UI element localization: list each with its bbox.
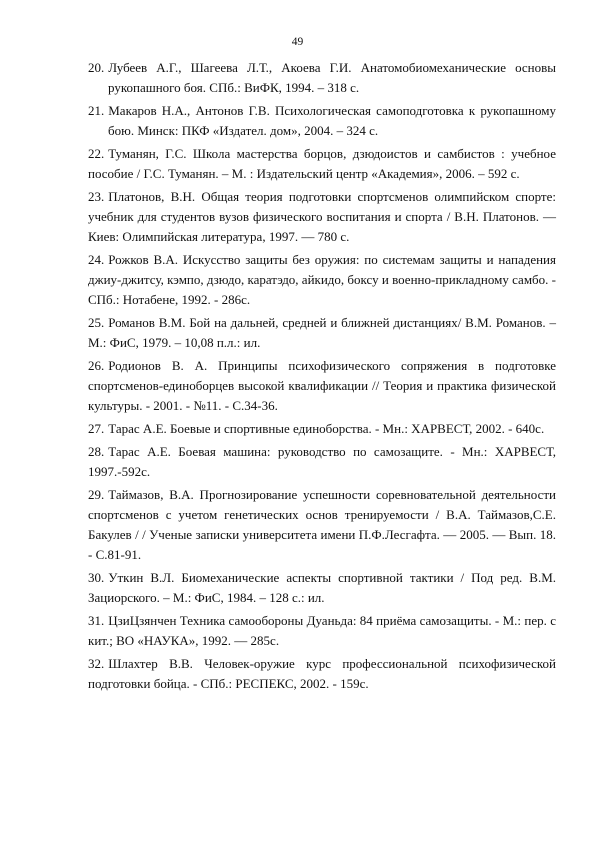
reference-number: 25. [88,315,105,330]
reference-item [88,313,556,353]
reference-number: 28. [88,444,105,459]
reference-item [88,442,556,482]
reference-number: 29. [88,487,105,502]
reference-item [88,356,556,416]
reference-item [88,144,556,184]
reference-number: 27. [88,421,105,436]
reference-item [88,250,556,310]
reference-item [88,187,556,247]
reference-text: Лубеев А.Г., Шагеева Л.Т., Акоева Г.И. Анатомобиомеханические основы рукопашного боя. СПб.: ВиФК, 1994. – 318 с. [108,60,556,95]
reference-text: Рожков В.А. Искусство защиты без оружия: по системам защиты и нападения джиу-джитсу, кэмпо, дзюдо, каратэдо, айкидо, боксу и военно-прикладному самбо. - СПб.: Нотабене, 1992. - 286с. [88,252,556,307]
reference-text: Романов В.М. Бой на дальней, средней и ближней дистанциях/ В.М. Романов. – М.: ФиС, 1979. – 10,08 п.л.: ил. [88,315,556,350]
reference-item [88,101,556,141]
reference-item [88,568,556,608]
page-number: 49 [291,36,304,48]
reference-number: 24. [88,252,105,267]
reference-item [88,654,556,694]
reference-text: Таймазов, В.А. Прогнозирование успешности соревновательной деятельности спортсменов с учетом генетических основ тренируемости / В.А. Таймазов,С.Е. Бакулев / / Ученые записки университета имени П.Ф.Лесгафта. — 2005. — Вып. 18. - С.81-91. [88,487,556,562]
reference-item [88,611,556,651]
reference-text: Уткин В.Л. Биомеханические аспекты спортивной тактики / Под ред. В.М. Зациорского. – М.: ФиС, 1984. – 128 с.: ил. [88,570,556,605]
reference-list [88,58,556,697]
reference-text: Туманян, Г.С. Школа мастерства борцов, дзюдоистов и самбистов : учебное пособие / Г.С. Туманян. – М. : Издательский центр «Академия», 2006. – 592 с. [88,146,556,181]
reference-number: 20. [88,60,105,75]
reference-item [88,419,556,439]
reference-number: 26. [88,358,105,373]
reference-item [88,58,556,98]
reference-text: Родионов В. А. Принципы психофизического сопряжения в подготовке спортсменов-единоборцев высокой квалификации // Теория и практика физической культуры. - 2001. - №11. - С.34-36. [88,358,556,413]
reference-number: 21. [88,103,105,118]
reference-number: 30. [88,570,105,585]
reference-number: 31. [88,613,105,628]
reference-item [88,485,556,565]
reference-number: 32. [88,656,105,671]
reference-text: Шлахтер В.В. Человек-оружие курс профессиональной психофизической подготовки бойца. - СПб.: РЕСПЕКС, 2002. - 159с. [88,656,556,691]
reference-text: Макаров Н.А., Антонов Г.В. Психологическая самоподготовка к рукопашному бою. Минск: ПКФ «Издател. дом», 2004. – 324 с. [108,103,556,138]
reference-text: ЦзиЦзянчен Техника самообороны Дуаньда: 84 приёма самозащиты. - М.: пер. с кит.; ВО «НАУКА», 1992. — 285с. [88,613,556,648]
reference-text: Платонов, В.Н. Общая теория подготовки спортсменов олимпийском спорте: учебник для студентов вузов физического воспитания и спорта / В.Н. Платонов. — Киев: Олимпийская литература, 1997. — 780 с. [88,189,556,244]
reference-number: 22. [88,146,105,161]
reference-text: Тарас А.Е. Боевые и спортивные единоборства. - Мн.: ХАРВЕСТ, 2002. - 640с. [108,421,545,436]
reference-text: Тарас А.Е. Боевая машина: руководство по самозащите. - Мн.: ХАРВЕСТ, 1997.-592с. [88,444,556,479]
reference-number: 23. [88,189,105,204]
